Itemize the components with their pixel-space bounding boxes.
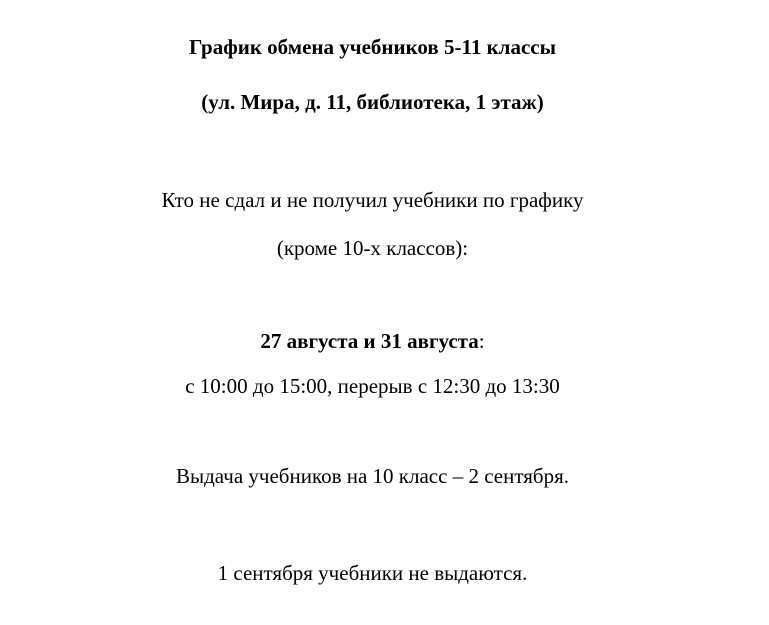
hours-line: с 10:00 до 15:00, перерыв с 12:30 до 13:30 [185,374,560,398]
info-line2: (кроме 10-х классов): [276,236,469,260]
dates-line [0,327,745,355]
document-title-line2: (ул. Мира, д. 11, библиотека, 1 этаж) [201,90,544,114]
document-title-line1: График обмена учебников 5-11 классы [188,35,556,59]
dates-colon: : [478,329,485,353]
info-line1: Кто не сдал и не получил учебники по графику [161,188,584,212]
grade10-note: Выдача учебников на 10 класс – 2 сентября. [175,464,569,488]
sept1-note: 1 сентября учебники не выдаются. [217,561,528,585]
dates-bold: 27 августа и 31 августа [260,329,479,353]
